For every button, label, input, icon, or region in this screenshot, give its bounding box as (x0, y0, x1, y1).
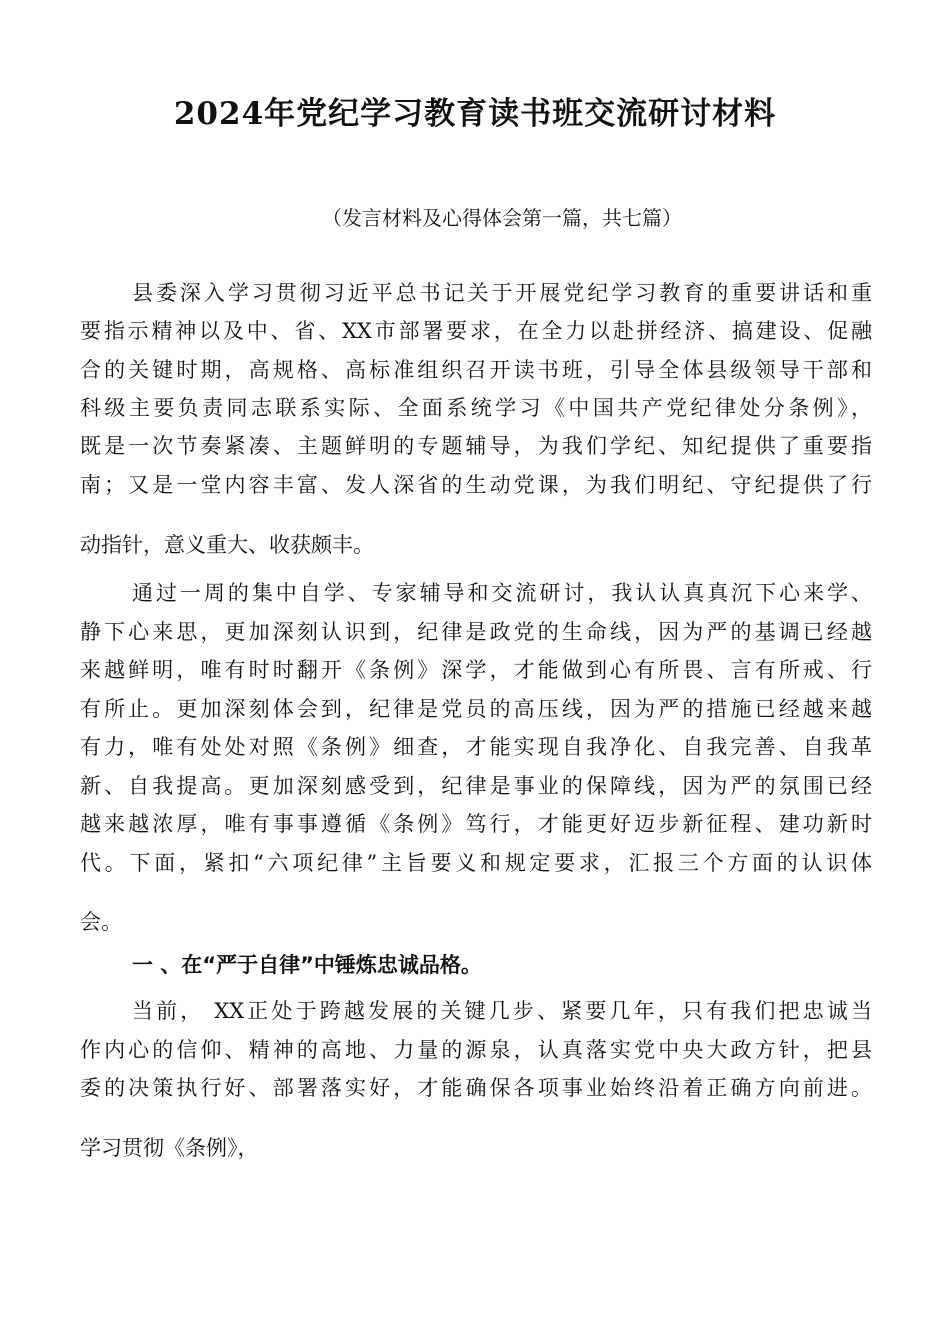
paragraph-line: 委的决策执行好、部署落实好，才能确保各项事业始终沿着正确方向前进。 (80, 1076, 872, 1100)
document-subtitle: （发言材料及心得体会第一篇，共七篇） (322, 206, 682, 230)
paragraph-line: 当前， XX正处于跨越发展的关键几步、紧要几年，只有我们把忠诚当 (132, 999, 872, 1023)
document-title: 2024年党纪学习教育读书班交流研讨材料 (173, 96, 777, 132)
paragraph-line: 有力，唯有处处对照《条例》细查，才能实现自我净化、自我完善、自我革 (80, 735, 872, 759)
paragraph-line: 代。下面，紧扣“六项纪律”主旨要义和规定要求，汇报三个方面的认识体 (80, 851, 872, 875)
paragraph-line: 动指针，意义重大、收获颇丰。 (80, 533, 374, 557)
paragraph-line: 科级主要负责同志联系实际、全面系统学习《中国共产党纪律处分条例》， (80, 396, 872, 420)
paragraph-line: 南；又是一堂内容丰富、发人深省的生动党课，为我们明纪、守纪提供了行 (80, 473, 872, 497)
paragraph-line: 学习贯彻《条例》， (80, 1136, 259, 1160)
paragraph-line: 越来越浓厚，唯有事事遵循《条例》笃行，才能更好迈步新征程、建功新时 (80, 812, 872, 836)
paragraph-line: 有所止。更加深刻体会到，纪律是党员的高压线，因为严的措施已经越来越 (80, 697, 872, 721)
paragraph-line: 作内心的信仰、精神的高地、力量的源泉，认真落实党中央大政方针，把县 (80, 1038, 872, 1062)
paragraph-line: 县委深入学习贯彻习近平总书记关于开展党纪学习教育的重要讲话和重 (132, 281, 872, 305)
paragraph-line: 新、自我提高。更加深刻感受到，纪律是事业的保障线，因为严的氛围已经 (80, 774, 872, 798)
paragraph-line: 合的关键时期，高规格、高标准组织召开读书班，引导全体县级领导干部和 (80, 358, 872, 382)
paragraph-line: 既是一次节奏紧凑、主题鲜明的专题辅导，为我们学纪、知纪提供了重要指 (80, 434, 872, 458)
paragraph-line: 会。 (80, 910, 122, 934)
paragraph-line: 静下心来思，更加深刻认识到，纪律是政党的生命线，因为严的基调已经越 (80, 620, 872, 644)
paragraph-line: 来越鲜明，唯有时时翻开《条例》深学，才能做到心有所畏、言有所戒、行 (80, 658, 872, 682)
paragraph-line: 通过一周的集中自学、专家辅导和交流研讨，我认认真真沉下心来学、 (132, 581, 872, 605)
section-heading: 一 、在“严于自律”中锤炼忠诚品格。 (132, 953, 482, 977)
paragraph-line: 要指示精神以及中、省、XX市部署要求，在全力以赴拼经济、搞建设、促融 (80, 319, 872, 343)
